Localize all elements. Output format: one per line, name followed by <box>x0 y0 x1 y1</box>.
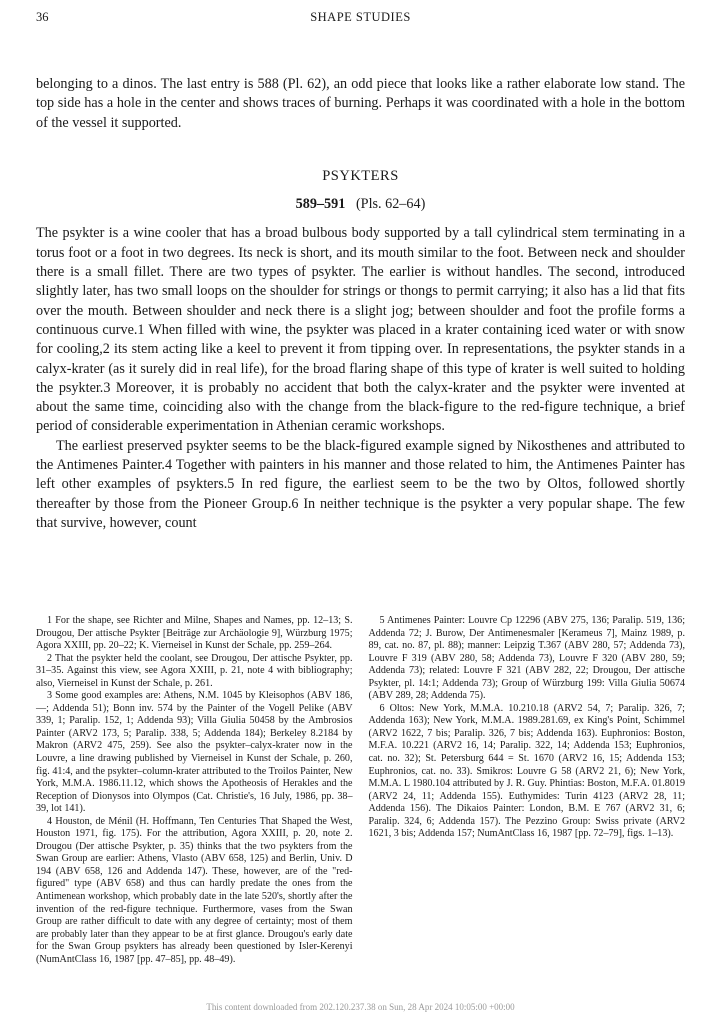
download-footer: This content downloaded from 202.120.237.38 on Sun, 28 Apr 2024 10:05:00 +00:00 <box>206 1002 515 1012</box>
footnotes <box>36 615 685 966</box>
footnote-5: 5 Antimenes Painter: Louvre Cp 12296 (ABV 275, 136; Paralip. 519, 136; Addenda 72; J. Burow, Der Antimenesmaler [Kerameus 7], Mainz 1989, p. 89, cat. no. 87, pl. 88); manner: Leipzig T.367 (ABV 280, 57; Addenda 73), Louvre F 319 (ABV 280, 58; Addenda 73), Louvre F 320 (ABV 280, 59; Addenda 73); related: Louvre F 321 (ABV 282, 22; Drougou, Der attische Psykter, pl. 14:1; Addenda 73); Group of Würzburg 199: Villa Giulia 50674 (ABV 289, 28; Addenda 75). <box>368 615 685 702</box>
section-subtitle <box>36 195 685 214</box>
footnotes-left-column <box>36 615 353 966</box>
section-title: PSYKTERS <box>322 167 399 184</box>
paragraph-1: The psykter is a wine cooler that has a broad bulbous body supported by a tall cylindrical stem terminating in a torus foot or a foot in two degrees. Its neck is short, and its mouth similar to the foot. Between neck and shoulder there is a small fillet. There are two types of psykter. The earlier is without handles. The second, introduced slightly later, has two small loops on the shoulder for strings or thongs to permit carrying; it also has a lid that fits over the mouth. Between shoulder and neck there is a slight jog; between shoulder and foot the profile forms a continuous curve.1 When filled with wine, the psykter was placed in a krater containing iced water or with snow for cooling,2 its stem acting like a keel to prevent it from tipping over. In representations, the psykter stands in a calyx-krater (as it surely did in real life), for the broad flaring shape of this type of krater is well suited to holding the psykter.3 Moreover, it is probably no accident that both the calyx-krater and the psykter were invented at about the same time, coinciding also with the change from the black-figure to the red-figure technique, a brief period of considerable experimentation in Athenian ceramic workshops. <box>36 225 685 435</box>
running-title: SHAPE STUDIES <box>310 10 411 24</box>
footnote-6: 6 Oltos: New York, M.M.A. 10.210.18 (ARV2 54, 7; Paralip. 326, 7; Addenda 163); New York, M.M.A. 1989.281.69, ex King's Point, Schimmel (ARV2 1622, 7 bis; Paralip. 326, 7 bis; Addenda 163). Euphronios: Boston, M.F.A. 10.221 (ARV2 16, 14; Paralip. 322, 14; Addenda 153; Euphronios, cat. no. 32); St. Petersburg 644 = St. 1670 (ARV2 16, 15; Addenda 153; Euphronios, cat. no. 33). Smikros: Louvre G 58 (ARV2 21, 6); New York, M.M.A. L 1980.104 attributed by J. R. Guy. Phintias: Boston, M.F.A. 01.8019 (ARV2 24, 11; Addenda 155). Euthymides: Turin 4123 (ARV2 28, 11; Addenda 156). The Dikaios Painter: London, B.M. E 767 (ARV2 31, 6; Paralip. 324, 6; Addenda 157). The Pezzino Group: Swiss private (ARV2 1621, 3 bis; Addenda 157; NumAntClass 16, 1987 [pp. 72–79], figs. 1–13). <box>368 702 685 840</box>
footnote-1: 1 For the shape, see Richter and Milne, Shapes and Names, pp. 12–13; S. Drougou, Der attische Psykter [Beiträge zur Archäologie 9], Würzburg 1975; Agora XXIII, pp. 20–22; K. Vierneisel in Kunst der Schale, pp. 259–264. <box>36 615 353 652</box>
plates-reference: (Pls. 62–64) <box>355 196 426 213</box>
footnote-2: 2 That the psykter held the coolant, see Drougou, Der attische Psykter, pp. 31–35. Against this view, see Agora XXIII, p. 21, note 4 with bibliography; also, Vierneisel in Kunst der Schale, p. 261. <box>36 652 353 689</box>
page-header <box>36 10 685 26</box>
footnote-4: 4 Houston, de Ménil (H. Hoffmann, Ten Centuries That Shaped the West, Houston 1971, fig. 175). For the attribution, Agora XXIII, p. 20, note 2. Drougou (Der attische Psykter, p. 35) thinks that the two psykters from the Swan Group are earlier: Athens, Vlasto (ABV 658, 125) and Berlin, Univ. D 194 (ABV 658, 126 and Addenda 147). These, however, are of the "red-figured" type (ABV 658) and thus can hardly predate the ones from the Antimenean workshop, which probably date in the late 520's, shortly after the invention of the red-figure technique. Furthermore, vases from the Swan Group are rather difficult to date with any degree of certainty; most of them are probably later than they appear to be at first glance. Drougou's early date for the Swan Group psykters has already been questioned by Isler-Kerenyi (NumAntClass 16, 1987 [pp. 47–85], pp. 48–49). <box>36 815 353 965</box>
footnotes-right-column <box>369 615 686 966</box>
catalogue-range: 589–591 <box>295 196 346 213</box>
page-number: 36 <box>36 10 49 24</box>
footnote-3: 3 Some good examples are: Athens, N.M. 1045 by Kleisophos (ABV 186, —; Addenda 51); Bonn inv. 574 by the Painter of the Vogell Pelike (ABV 339, 1; Paralip. 152, 1; Addenda 93); Villa Giulia 50458 by the Ambrosios Painter (ARV2 173, 5; Paralip. 338, 5; Addenda 184); Berkeley 8.2184 by Makron (ARV2 475, 259). See also the psykter–calyx-krater now in the Louvre, a line drawing published by Vierneisel in Kunst der Schale, p. 260, fig. 41:4, and the psykter–column-krater attributed to the Troilos Painter, New York, M.M.A. 1986.11.12, which shows the Apotheosis of Herakles and the Reception of Dionysos into Olympos (Cat. Christie's, 16 July, 1986, pp. 38–39, lot 141). <box>36 690 353 815</box>
intro-paragraph: belonging to a dinos. The last entry is 588 (Pl. 62), an odd piece that looks like a rather elaborate low stand. The top side has a hole in the center and shows traces of burning. Perhaps it was coordinated with a hole in the bottom of the vessel it supported. <box>36 76 685 131</box>
paragraph-2: The earliest preserved psykter seems to be the black-figured example signed by Nikosthenes and attributed to the Antimenes Painter.4 Together with painters in his manner and those related to him, the Antimenes Painter has left other examples of psykters.5 In red figure, the earliest seem to be the two by Oltos, followed shortly thereafter by those from the Pioneer Group.6 In neither technique is the psykter a very popular shape. The few that survive, however, count <box>36 437 685 531</box>
main-text <box>36 75 685 533</box>
